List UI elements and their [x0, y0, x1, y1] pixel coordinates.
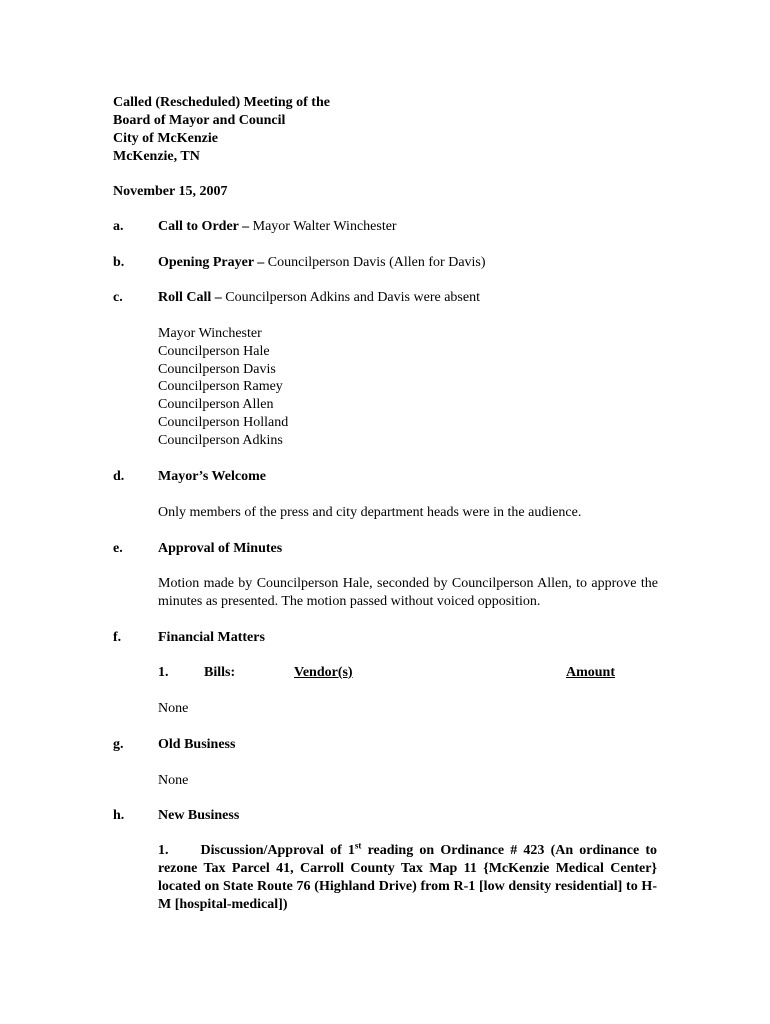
item-detail: Councilperson Adkins and Davis were absent	[225, 290, 480, 305]
item-letter: b.	[113, 255, 125, 270]
old-business-none: None	[158, 773, 189, 788]
bills-table-header	[158, 664, 620, 682]
item-letter: e.	[113, 541, 123, 556]
item-letter: d.	[113, 469, 125, 484]
item-title: Old Business	[158, 737, 236, 752]
bills-number: 1.	[158, 665, 169, 680]
member-name: Councilperson Adkins	[158, 432, 283, 448]
item-title: Roll Call	[158, 290, 212, 305]
header-line-4: McKenzie, TN	[113, 149, 200, 164]
item-letter: c.	[113, 290, 123, 305]
ordinance-text-start: Discussion/Approval of 1	[200, 843, 355, 858]
header-line-1: Called (Rescheduled) Meeting of the	[113, 95, 330, 110]
item-letter: f.	[113, 630, 122, 645]
member-name: Mayor Winchester	[158, 326, 262, 341]
item-letter: g.	[113, 737, 124, 752]
item-title: Mayor’s Welcome	[158, 469, 266, 484]
item-title: Financial Matters	[158, 630, 265, 645]
item-dash: –	[253, 255, 268, 270]
member-name: Councilperson Holland	[158, 414, 289, 430]
item-title: Approval of Minutes	[158, 541, 283, 556]
bills-label: Bills:	[204, 665, 236, 680]
member-name: Councilperson Davis	[158, 361, 276, 377]
meeting-date: November 15, 2007	[113, 184, 228, 199]
item-detail: Mayor Walter Winchester	[252, 219, 397, 234]
header-line-3: City of McKenzie	[113, 131, 218, 146]
header-line-2: Board of Mayor and Council	[113, 113, 286, 128]
item-letter: h.	[113, 808, 125, 823]
ordinance-423-item	[158, 842, 657, 914]
item-dash: –	[238, 219, 253, 234]
member-name: Councilperson Ramey	[158, 379, 283, 395]
amount-column-header: Amount	[566, 665, 616, 680]
item-title: New Business	[158, 808, 240, 823]
item-detail: Councilperson Davis (Allen for Davis)	[267, 255, 486, 270]
item-letter: a.	[113, 219, 124, 234]
vendor-column-header: Vendor(s)	[294, 665, 353, 680]
bills-none: None	[158, 701, 189, 716]
meeting-header	[113, 94, 330, 166]
ordinance-superscript: st	[354, 840, 362, 851]
member-name: Councilperson Hale	[158, 343, 270, 359]
item-title: Call to Order	[158, 219, 239, 234]
roll-call-members	[158, 325, 658, 450]
member-name: Councilperson Allen	[158, 397, 274, 413]
item-dash: –	[211, 290, 226, 305]
item-text: Motion made by Councilperson Hale, seconded by Councilperson Allen, to approve the minutes as presented. The motion passed without voiced opposition.	[158, 576, 658, 609]
ordinance-text: reading on Ordinance # 423 (An ordinance to rezone Tax Parcel 41, Carroll County Tax Map 11 {McKenzie Medical Center} located on State Route 76 (Highland Drive) from R-1 [low density residential] to H-M [hospital-medical])	[158, 843, 657, 912]
ordinance-number: 1.	[158, 843, 169, 858]
item-text: Only members of the press and city department heads were in the audience.	[158, 505, 582, 520]
item-title: Opening Prayer	[158, 255, 254, 270]
